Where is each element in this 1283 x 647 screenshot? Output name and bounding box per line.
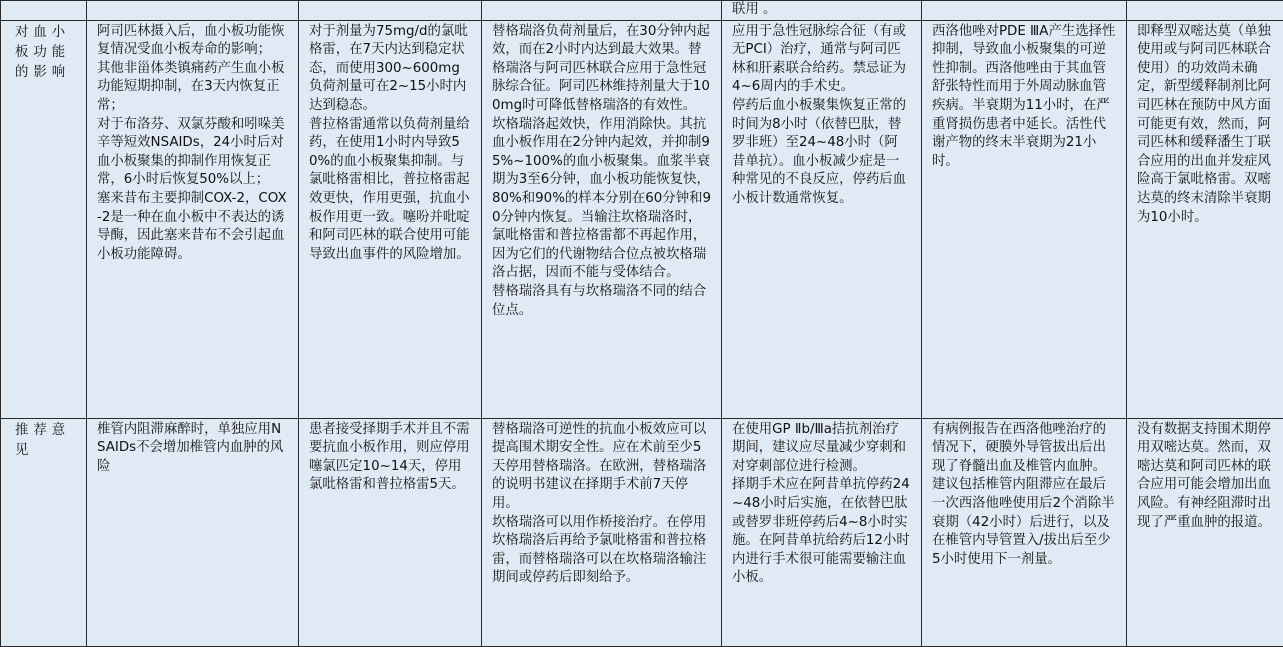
cell-paragraph: 没有数据支持围术期停用双嘧达莫。然而，双嘧达莫和阿司匹林的联合应用可能会增加出血风险。有神经阻滞时出现了严重血肿的报道。 — [1137, 421, 1273, 533]
row-header: 对血小板功能的影响 — [1, 20, 87, 418]
table-cell — [87, 418, 299, 646]
cell-paragraph: 塞来昔布主要抑制COX-2，COX-2是一种在血小板中不表达的诱导酶，因此塞来昔布不会引起血小板功能障碍。 — [97, 190, 288, 264]
cell-paragraph: 有病例报告在西洛他唑治疗的情况下，硬膜外导管拔出后出现了脊髓出血及椎管内血肿。建议包括椎管内阻滞应在最后一次西洛他唑使用后2个消除半衰期（42小时）后进行，以及在椎管内导管置入/拔出后至少5小时使用下一剂量。 — [932, 421, 1116, 570]
table-cell — [922, 20, 1127, 418]
table-cell — [722, 418, 922, 646]
cell-paragraph: 替格瑞洛具有与坎格瑞洛不同的结合位点。 — [492, 283, 711, 320]
table-cell — [87, 1, 299, 21]
table-cell: 联用 。 — [722, 1, 922, 21]
table-cell — [482, 20, 722, 418]
cell-paragraph: 阿司匹林摄入后，血小板功能恢复情况受血小板寿命的影响； — [97, 23, 288, 60]
cell-paragraph: 停药后血小板聚集恢复正常的时间为8小时（依替巴肽，替罗非班）至24~48小时（阿昔单抗）。血小板减少症是一种常见的不良反应，停药后血小板计数通常恢复。 — [732, 97, 911, 209]
cell-paragraph: 即释型双嘧达莫（单独使用或与阿司匹林联合使用）的功效尚未确定，新型缓释制剂比阿司匹林在预防中风方面可能更有效，然而，阿司匹林和缓释潘生丁联合应用的出血并发症风险高于氯吡格雷。双嘧达莫的终末清除半衰期为10小时。 — [1137, 23, 1273, 228]
table-row-recommendation — [1, 418, 1283, 646]
table-cell — [922, 1, 1127, 21]
table-cell — [482, 418, 722, 646]
cell-paragraph: 其他非甾体类镇痛药产生血小板功能短期抑制，在3天内恢复正常； — [97, 60, 288, 116]
table-cell — [299, 1, 482, 21]
cell-paragraph: 普拉格雷通常以负荷剂量给药，在使用1小时内导致50%的血小板聚集抑制。与氯吡格雷相比，普拉格雷起效更快，作用更强，抗血小板作用更一致。噻吩并吡啶和阿司匹林的联合使用可能导致出血事件的风险增加。 — [309, 116, 471, 265]
table-cell — [1, 1, 87, 21]
table-cell — [722, 20, 922, 418]
cell-paragraph: 替格瑞洛负荷剂量后，在30分钟内起效，而在2小时内达到最大效果。替格瑞洛与阿司匹林联合应用于急性冠脉综合征。阿司匹林维持剂量大于100mg时可降低替格瑞洛的有效性。 — [492, 23, 711, 116]
table-cell — [299, 20, 482, 418]
table-row-top-partial — [1, 1, 1283, 21]
cell-paragraph: 对于剂量为75mg/d的氯吡格雷，在7天内达到稳定状态，而使用300~600mg负荷剂量可在2~15小时内达到稳态。 — [309, 23, 471, 116]
cell-paragraph: 在使用GP Ⅱb/Ⅲa拮抗剂治疗期间，建议应尽量减少穿刺和对穿刺部位进行检测。 — [732, 421, 911, 477]
table-row-platelet-effect — [1, 20, 1283, 418]
cell-paragraph: 患者接受择期手术并且不需要抗血小板作用，则应停用噻氯匹定10~14天，停用氯吡格雷和普拉格雷5天。 — [309, 421, 471, 495]
table-cell — [87, 20, 299, 418]
cell-paragraph: 替格瑞洛可逆性的抗血小板效应可以提高围术期安全性。应在术前至少5天停用替格瑞洛。在欧洲，替格瑞洛的说明书建议在择期手术前7天停用。 — [492, 421, 711, 514]
cell-paragraph: 坎格瑞洛可以用作桥接治疗。在停用坎格瑞洛后再给予氯吡格雷和普拉格雷，而替格瑞洛可以在坎格瑞洛输注期间或停药后即刻给予。 — [492, 514, 711, 588]
cell-paragraph: 应用于急性冠脉综合征（有或无PCI）治疗，通常与阿司匹林和肝素联合给药。禁忌证为4~6周内的手术史。 — [732, 23, 911, 97]
table-cell — [1127, 1, 1283, 21]
cell-paragraph: 对于布洛芬、双氯芬酸和吲哚美辛等短效NSAIDs，24小时后对血小板聚集的抑制作用恢复正常，6小时后恢复50%以上； — [97, 116, 288, 190]
cell-paragraph: 坎格瑞洛起效快，作用消除快。其抗血小板作用在2分钟内起效，并抑制95%~100%的血小板聚集。血浆半衰期为3至6分钟，血小板功能恢复快，80%和90%的样本分别在60分钟和90分钟内恢复。当输注坎格瑞洛时，氯吡格雷和普拉格雷都不再起作用，因为它们的代谢物结合位点被坎格瑞洛占据，因而不能与受体结合。 — [492, 116, 711, 283]
row-header: 推荐意见 — [1, 418, 87, 646]
table-cell — [482, 1, 722, 21]
table-cell — [922, 418, 1127, 646]
cell-paragraph: 西洛他唑对PDE ⅢA产生选择性抑制，导致血小板聚集的可逆性抑制。西洛他唑由于其血管舒张特性而用于外周动脉血管疾病。半衰期为11小时，在严重肾损伤患者中延长。活性代谢产物的终末半衰期为21小时。 — [932, 23, 1116, 172]
cell-paragraph: 椎管内阻滞麻醉时，单独应用NSAIDs不会增加椎管内血肿的风险 — [97, 421, 288, 477]
table-cell — [299, 418, 482, 646]
cell-paragraph: 择期手术应在阿昔单抗停药24~48小时后实施，在依替巴肽或替罗非班停药后4~8小时实施。在阿昔单抗给药后12小时内进行手术很可能需要输注血小板。 — [732, 476, 911, 588]
table-cell — [1127, 418, 1283, 646]
table-cell — [1127, 20, 1283, 418]
